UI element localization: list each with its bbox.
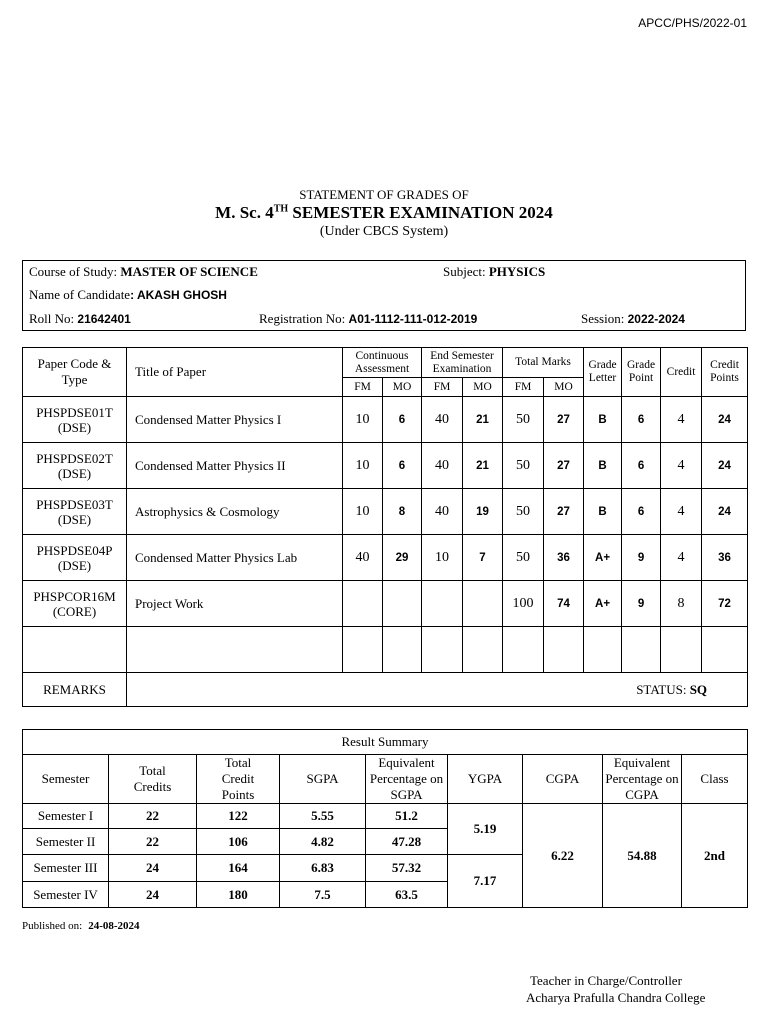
- ca-fm: 10: [343, 443, 383, 489]
- es-mo: 21: [463, 397, 503, 443]
- header-title: Title of Paper: [127, 348, 343, 397]
- summary-header-eq-sgpa: Equivalent Percentage on SGPA: [366, 755, 448, 804]
- exam-title-sup: TH: [273, 203, 289, 215]
- exam-title-pre: M. Sc. 4: [215, 203, 274, 222]
- total-mo: 74: [544, 581, 584, 627]
- summary-header-semester: Semester: [23, 755, 109, 804]
- statement-heading: STATEMENT OF GRADES OF: [299, 187, 469, 202]
- es-fm: 40: [422, 443, 463, 489]
- paper-type: (DSE): [57, 557, 92, 573]
- roll-number: [29, 311, 131, 327]
- session-label: Session:: [581, 311, 628, 326]
- ygpa-year-2: 7.17: [448, 855, 523, 908]
- ca-mo: 6: [383, 397, 422, 443]
- semester-eq-sgpa: 57.32: [366, 855, 448, 882]
- grade-letter: B: [584, 443, 622, 489]
- total-fm: 50: [503, 535, 544, 581]
- header-credit-points: Credit Points: [702, 348, 748, 397]
- total-fm: 50: [503, 397, 544, 443]
- es-fm: 40: [422, 397, 463, 443]
- paper-code-value: PHSPDSE02T: [36, 450, 113, 466]
- es-fm: 10: [422, 535, 463, 581]
- empty-cell: [544, 627, 584, 673]
- course-label: Course of Study:: [29, 264, 121, 279]
- paper-type: (DSE): [57, 465, 92, 481]
- exam-title: [0, 203, 768, 223]
- exam-title-post: SEMESTER EXAMINATION 2024: [288, 203, 553, 222]
- credit-points: 24: [702, 443, 748, 489]
- empty-cell: [23, 627, 127, 673]
- es-mo: [463, 581, 503, 627]
- system-subtitle: (Under CBCS System): [319, 224, 449, 239]
- paper-type: (DSE): [57, 511, 92, 527]
- signatory-institution: Acharya Prafulla Chandra College: [526, 990, 706, 1005]
- header-end-semester: End Semester Examination: [422, 348, 503, 378]
- registration-value: A01-1112-111-012-2019: [348, 312, 478, 326]
- ca-fm: [343, 581, 383, 627]
- total-mo: 27: [544, 443, 584, 489]
- paper-code: [23, 443, 127, 489]
- header-es-mo: MO: [463, 378, 503, 397]
- subject-label: Subject:: [443, 264, 489, 279]
- grade-point: 6: [622, 397, 661, 443]
- paper-code-value: PHSPDSE04P: [36, 542, 113, 558]
- paper-title: Condensed Matter Physics II: [127, 443, 343, 489]
- semester-eq-sgpa: 47.28: [366, 829, 448, 855]
- name-value: : AKASH GHOSH: [130, 288, 227, 302]
- ca-mo: 29: [383, 535, 422, 581]
- summary-header-total-credit-points: Total Credit Points: [197, 755, 280, 804]
- credit: 4: [661, 535, 702, 581]
- name-label: Name of Candidate: [29, 287, 131, 302]
- header-total-mo: MO: [544, 378, 584, 397]
- ca-mo: 6: [383, 443, 422, 489]
- summary-header-total-credits: Total Credits: [109, 755, 197, 804]
- paper-code: [23, 489, 127, 535]
- grade-letter: B: [584, 489, 622, 535]
- status-cell: [127, 673, 748, 707]
- registration-number: [259, 311, 477, 327]
- empty-cell: [702, 627, 748, 673]
- header-ca-mo: MO: [383, 378, 422, 397]
- credit: 4: [661, 443, 702, 489]
- grades-table: [22, 347, 748, 707]
- es-mo: 7: [463, 535, 503, 581]
- semester-credit-points: 180: [197, 882, 280, 908]
- paper-code: [23, 535, 127, 581]
- ca-fm: 40: [343, 535, 383, 581]
- semester-credits: 24: [109, 882, 197, 908]
- summary-row: [23, 804, 748, 829]
- session-value: 2022-2024: [627, 312, 685, 326]
- credit: 4: [661, 489, 702, 535]
- paper-code-value: PHSPCOR16M: [33, 588, 116, 604]
- es-mo: 21: [463, 443, 503, 489]
- table-row-empty: [23, 627, 748, 673]
- total-fm: 50: [503, 489, 544, 535]
- semester-eq-sgpa: 51.2: [366, 804, 448, 829]
- total-fm: 50: [503, 443, 544, 489]
- table-row: [23, 489, 748, 535]
- roll-label: Roll No:: [29, 311, 78, 326]
- paper-code: [23, 397, 127, 443]
- ca-mo: 8: [383, 489, 422, 535]
- summary-header-cgpa: CGPA: [523, 755, 603, 804]
- header-paper-code: Paper Code & Type: [23, 348, 127, 397]
- signatory-title: Teacher in Charge/Controller: [530, 973, 682, 988]
- summary-title: Result Summary: [23, 730, 748, 755]
- credit-points: 24: [702, 397, 748, 443]
- semester-credits: 22: [109, 804, 197, 829]
- subject: [443, 264, 545, 280]
- semester-name: Semester III: [23, 855, 109, 882]
- total-fm: 100: [503, 581, 544, 627]
- semester-credit-points: 164: [197, 855, 280, 882]
- status-value: SQ: [689, 681, 708, 697]
- table-row: [23, 443, 748, 489]
- semester-eq-sgpa: 63.5: [366, 882, 448, 908]
- paper-title: Astrophysics & Cosmology: [127, 489, 343, 535]
- header-credit: Credit: [661, 348, 702, 397]
- published-info: [22, 920, 140, 932]
- total-mo: 27: [544, 489, 584, 535]
- eq-cgpa-value: 54.88: [603, 804, 682, 908]
- registration-label: Registration No:: [259, 311, 349, 326]
- header-continuous-assessment: Continuous Assessment: [343, 348, 422, 378]
- remarks-row: [23, 673, 748, 707]
- cgpa-value: 6.22: [523, 804, 603, 908]
- semester-credit-points: 122: [197, 804, 280, 829]
- grade-letter: A+: [584, 581, 622, 627]
- es-fm: 40: [422, 489, 463, 535]
- grade-letter: B: [584, 397, 622, 443]
- semester-sgpa: 7.5: [280, 882, 366, 908]
- paper-type: (DSE): [57, 419, 92, 435]
- course-of-study: [29, 264, 258, 280]
- empty-cell: [127, 627, 343, 673]
- ca-fm: 10: [343, 489, 383, 535]
- paper-title: Condensed Matter Physics Lab: [127, 535, 343, 581]
- semester-name: Semester I: [23, 804, 109, 829]
- candidate-info-box: [22, 260, 746, 331]
- paper-title: Condensed Matter Physics I: [127, 397, 343, 443]
- header-grade-letter: Grade Letter: [584, 348, 622, 397]
- summary-header-eq-cgpa: Equivalent Percentage on CGPA: [603, 755, 682, 804]
- summary-header-class: Class: [682, 755, 748, 804]
- empty-cell: [343, 627, 383, 673]
- course-value: MASTER OF SCIENCE: [120, 264, 258, 279]
- empty-cell: [383, 627, 422, 673]
- table-row: [23, 581, 748, 627]
- header-total-marks: Total Marks: [503, 348, 584, 378]
- empty-cell: [584, 627, 622, 673]
- table-row: [23, 535, 748, 581]
- paper-title: Project Work: [127, 581, 343, 627]
- document-reference: APCC/PHS/2022-01: [638, 16, 747, 30]
- paper-code-value: PHSPDSE03T: [36, 496, 113, 512]
- total-mo: 27: [544, 397, 584, 443]
- subject-value: PHYSICS: [488, 264, 546, 279]
- credit: 8: [661, 581, 702, 627]
- ca-mo: [383, 581, 422, 627]
- paper-type: (CORE): [52, 603, 97, 619]
- empty-cell: [503, 627, 544, 673]
- header-ca-fm: FM: [343, 378, 383, 397]
- table-row: [23, 397, 748, 443]
- ygpa-year-1: 5.19: [448, 804, 523, 855]
- session: [581, 311, 685, 327]
- grade-point: 6: [622, 489, 661, 535]
- status-label: STATUS:: [636, 681, 690, 697]
- empty-cell: [463, 627, 503, 673]
- empty-cell: [622, 627, 661, 673]
- class-value: 2nd: [682, 804, 748, 908]
- published-label: Published on:: [22, 920, 83, 932]
- result-summary-table: [22, 729, 748, 908]
- credit-points: 36: [702, 535, 748, 581]
- semester-sgpa: 4.82: [280, 829, 366, 855]
- paper-code-value: PHSPDSE01T: [36, 404, 113, 420]
- grade-point: 9: [622, 535, 661, 581]
- total-mo: 36: [544, 535, 584, 581]
- roll-value: 21642401: [77, 312, 131, 326]
- ca-fm: 10: [343, 397, 383, 443]
- credit-points: 24: [702, 489, 748, 535]
- summary-header-ygpa: YGPA: [448, 755, 523, 804]
- semester-sgpa: 5.55: [280, 804, 366, 829]
- header-es-fm: FM: [422, 378, 463, 397]
- remarks-label: REMARKS: [23, 673, 127, 707]
- es-fm: [422, 581, 463, 627]
- paper-code: [23, 581, 127, 627]
- grade-point: 6: [622, 443, 661, 489]
- grade-point: 9: [622, 581, 661, 627]
- empty-cell: [661, 627, 702, 673]
- credit: 4: [661, 397, 702, 443]
- header-grade-point: Grade Point: [622, 348, 661, 397]
- semester-credits: 24: [109, 855, 197, 882]
- semester-name: Semester IV: [23, 882, 109, 908]
- es-mo: 19: [463, 489, 503, 535]
- published-date: 24-08-2024: [88, 920, 140, 932]
- semester-name: Semester II: [23, 829, 109, 855]
- credit-points: 72: [702, 581, 748, 627]
- header-total-fm: FM: [503, 378, 544, 397]
- semester-credits: 22: [109, 829, 197, 855]
- grade-letter: A+: [584, 535, 622, 581]
- candidate-name: [29, 287, 227, 303]
- semester-sgpa: 6.83: [280, 855, 366, 882]
- summary-header-sgpa: SGPA: [280, 755, 366, 804]
- semester-credit-points: 106: [197, 829, 280, 855]
- empty-cell: [422, 627, 463, 673]
